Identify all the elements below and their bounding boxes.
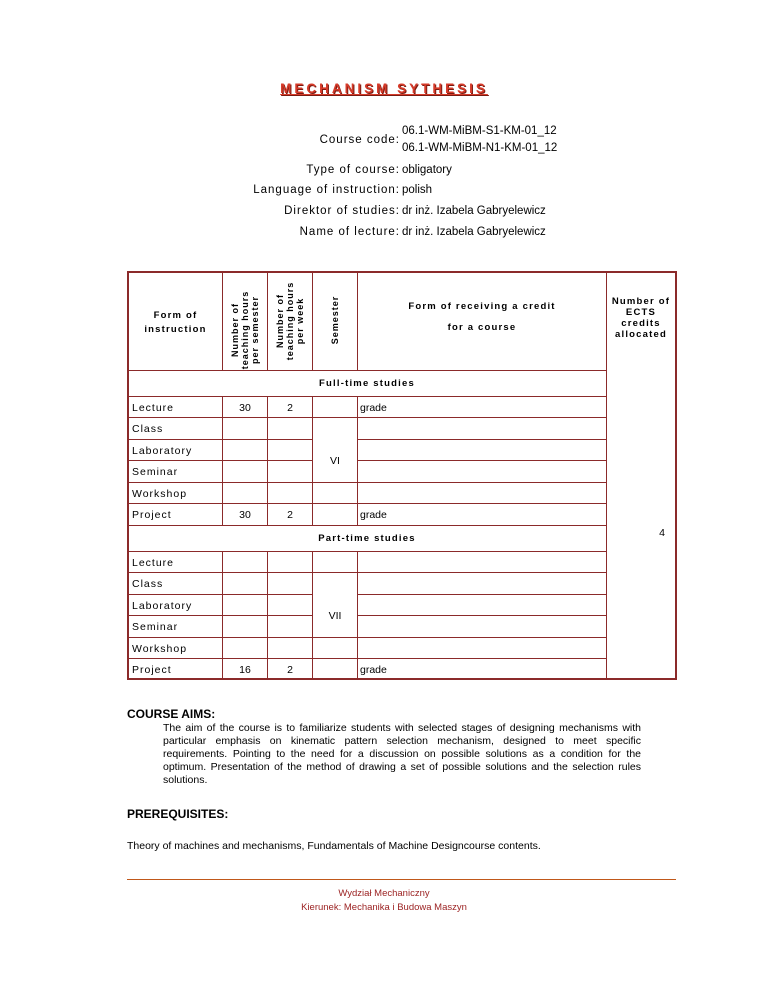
page-title: [0, 80, 768, 98]
header-form-credit-line2: for a course: [447, 322, 517, 333]
title-text: MECHANISM SYTHESIS: [280, 81, 488, 96]
pt-project-hours-week: 2: [287, 664, 293, 676]
ft-lecture-credit: grade: [360, 402, 387, 414]
ft-seminar-form: Seminar: [132, 466, 179, 478]
pt-project-credit: grade: [360, 664, 387, 676]
lecturer-label: Name of lecture:: [299, 226, 400, 238]
aims-text: The aim of the course is to familiarize students with selected stages of designing mechanisms with particular emphasis on kinematic pattern selection mechanism, designed to meet specific requirements. Pointing to the need for a discussion on possible solutions as a condition for the optimum. Presentation of the method of drawing a set of possible solutions and the selection rules solutions.: [163, 722, 641, 786]
director-value: dr inż. Izabela Gabryelewicz: [402, 205, 546, 217]
meta-type: [0, 164, 768, 180]
type-label: Type of course:: [306, 164, 400, 176]
prerequisites-heading: PREREQUISITES:: [127, 807, 229, 821]
pt-laboratory-form: Laboratory: [132, 600, 193, 612]
header-hours-semester: [230, 280, 260, 380]
ft-laboratory-form: Laboratory: [132, 445, 193, 457]
header-form-of-instruction: Form of instruction: [144, 310, 207, 335]
lecturer-value: dr inż. Izabela Gabryelewicz: [402, 226, 546, 238]
header-ects: [607, 296, 675, 340]
ft-project-credit: grade: [360, 509, 387, 521]
ft-project-form: Project: [132, 509, 172, 521]
ft-class-form: Class: [132, 423, 164, 435]
pt-class-form: Class: [132, 578, 164, 590]
footer-divider: [127, 879, 676, 880]
pt-seminar-form: Seminar: [132, 621, 179, 633]
ft-lecture-form: Lecture: [132, 402, 175, 414]
pt-project-form: Project: [132, 664, 172, 676]
full-time-title: Full-time studies: [319, 378, 415, 389]
header-ects-line3: credits: [621, 318, 661, 329]
pt-lecture-form: Lecture: [132, 557, 175, 569]
pt-semester: VII: [328, 610, 342, 622]
ft-workshop-form: Workshop: [132, 488, 188, 500]
header-hours-semester-line2: teaching hours: [240, 290, 250, 370]
language-label: Language of instruction:: [253, 184, 400, 196]
course-code-2: 06.1-WM-MiBM-N1-KM-01_12: [402, 142, 558, 154]
footer-faculty: Wydział Mechaniczny: [338, 888, 430, 899]
header-semester: Semester: [330, 295, 340, 345]
header-hours-week-line3: per week: [295, 297, 305, 345]
ects-value: 4: [659, 527, 665, 539]
ft-semester: VI: [330, 455, 340, 467]
header-hours-week: [275, 271, 305, 371]
header-hours-semester-line1: Number of: [230, 303, 240, 357]
ft-project-hours-week: 2: [287, 509, 293, 521]
aims-heading: COURSE AIMS:: [127, 707, 216, 721]
header-ects-line2: ECTS: [625, 307, 657, 318]
part-time-title: Part-time studies: [318, 533, 416, 544]
meta-course-code: [0, 124, 768, 160]
language-value: polish: [402, 184, 433, 196]
meta-director: [0, 205, 768, 221]
ft-lecture-hours-sem: 30: [239, 402, 251, 414]
header-form-credit-line1: Form of receiving a credit: [408, 301, 556, 312]
ft-project-hours-sem: 30: [239, 509, 251, 521]
meta-language: [0, 184, 768, 200]
footer-field: Kierunek: Mechanika i Budowa Maszyn: [301, 902, 467, 913]
meta-lecturer: [0, 226, 768, 242]
header-hours-week-line2: teaching hours: [285, 281, 295, 361]
prerequisites-text: Theory of machines and mechanisms, Fundamentals of Machine Designcourse contents.: [127, 840, 541, 852]
course-table: [127, 271, 677, 680]
director-label: Direktor of studies:: [284, 205, 400, 217]
header-ects-line1: Number of: [611, 296, 671, 307]
header-hours-semester-line3: per semester: [250, 295, 260, 365]
header-hours-week-line1: Number of: [275, 294, 285, 348]
pt-project-hours-sem: 16: [239, 664, 251, 676]
course-code-1: 06.1-WM-MiBM-S1-KM-01_12: [402, 125, 557, 137]
course-code-label: Course code:: [319, 134, 400, 146]
header-ects-line4: allocated: [615, 329, 667, 340]
type-value: obligatory: [402, 164, 452, 176]
ft-lecture-hours-week: 2: [287, 402, 293, 414]
pt-workshop-form: Workshop: [132, 643, 188, 655]
